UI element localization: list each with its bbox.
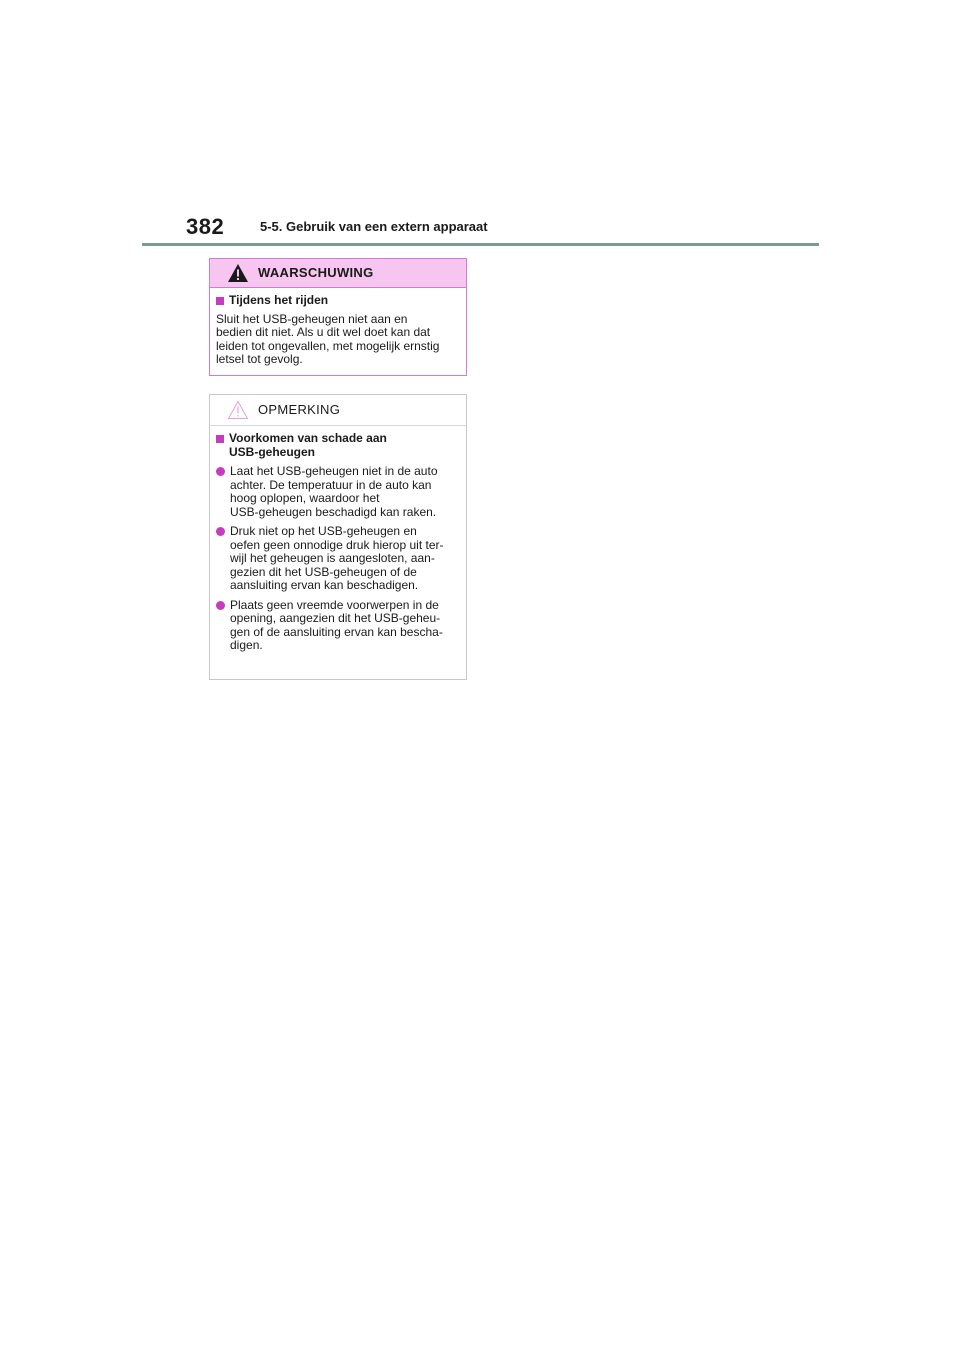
text-line: oefen geen onnodige druk hierop uit ter- (230, 537, 444, 552)
list-item-text (230, 599, 443, 653)
list-item (216, 465, 460, 519)
notice-header (210, 395, 466, 426)
round-bullet-icon (216, 601, 225, 610)
text-line: Sluit het USB-geheugen niet aan en (216, 311, 408, 326)
text-line: wijl het geheugen is aangesloten, aan- (230, 551, 435, 565)
warning-content (210, 288, 466, 367)
notice-heading (216, 432, 460, 459)
round-bullet-icon (216, 527, 225, 536)
warning-triangle-icon (227, 263, 249, 283)
text-line: letsel tot gevolg. (216, 352, 303, 366)
page-header (186, 214, 826, 242)
text-line: Laat het USB-geheugen niet in de auto (230, 464, 438, 478)
square-bullet-icon (216, 297, 224, 305)
header-rule (142, 243, 819, 246)
list-item-text (230, 525, 444, 593)
list-item-text (230, 465, 438, 519)
warning-heading-text: Tijdens het rijden (229, 293, 329, 307)
list-item (216, 599, 460, 653)
text-line: leiden tot ongevallen, met mogelijk ernstig (216, 338, 440, 353)
text-line: USB-geheugen beschadigd kan raken. (230, 504, 437, 519)
notice-heading-text (229, 432, 387, 459)
caution-triangle-outline-icon (227, 400, 249, 420)
warning-body (216, 313, 460, 367)
warning-header (210, 259, 466, 288)
warning-title: WAARSCHUWING (258, 265, 374, 280)
text-line: hoog oplopen, waardoor het (230, 491, 380, 505)
text-line: gezien dit het USB-geheugen of de (230, 564, 417, 579)
notice-box (209, 394, 467, 680)
warning-heading (216, 294, 460, 308)
notice-content (210, 426, 466, 653)
text-line: gen of de aansluiting ervan kan bescha- (230, 624, 443, 639)
notice-title: OPMERKING (258, 402, 341, 417)
text-line: Voorkomen van schade aan (229, 431, 387, 445)
text-line: achter. De temperatuur in de auto kan (230, 477, 432, 492)
text-line: Plaats geen vreemde voorwerpen in de (230, 597, 439, 612)
list-item (216, 525, 460, 593)
text-line: Druk niet op het USB-geheugen en (230, 524, 417, 538)
warning-box (209, 258, 467, 376)
text-line: USB-geheugen (229, 444, 316, 459)
text-line: opening, aangezien dit het USB-geheu- (230, 611, 441, 625)
page-number: 382 (186, 214, 225, 239)
text-line: bedien dit niet. Als u dit wel doet kan dat (216, 325, 431, 339)
text-line: digen. (230, 638, 263, 652)
square-bullet-icon (216, 435, 224, 443)
round-bullet-icon (216, 467, 225, 476)
section-title: 5-5. Gebruik van een extern apparaat (260, 219, 488, 234)
text-line: aansluiting ervan kan beschadigen. (230, 578, 419, 592)
